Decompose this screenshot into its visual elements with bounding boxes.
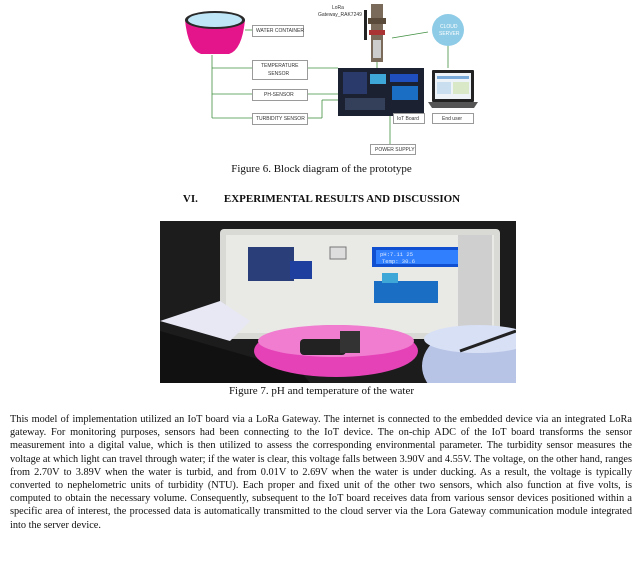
end-user-label: End user bbox=[442, 116, 463, 122]
turbidity-sensor-box bbox=[252, 113, 308, 125]
temperature-sensor-label-line1: TEMPERATURE bbox=[261, 63, 299, 69]
water-container-icon bbox=[185, 11, 245, 54]
iot-board-label: IoT Board bbox=[397, 116, 419, 122]
temperature-sensor-label-line2: SENSOR bbox=[268, 71, 290, 77]
cloud-server-icon bbox=[432, 14, 464, 46]
section-number: VI. bbox=[182, 193, 198, 205]
lcd-line-1: pH:7.11 25 bbox=[380, 251, 414, 258]
figure-7-caption: Figure 7. pH and temperature of the water bbox=[228, 385, 415, 397]
turbidity-sensor-label: TURBIDITY SENSOR bbox=[256, 116, 305, 122]
end-user-box bbox=[432, 113, 474, 124]
section-title: EXPERIMENTAL RESULTS AND DISCUSSION bbox=[223, 193, 461, 205]
ph-sensor-box bbox=[252, 89, 308, 101]
temperature-sensor-box bbox=[252, 60, 308, 80]
lora-gateway-icon bbox=[364, 4, 386, 62]
iot-board-box bbox=[393, 113, 425, 124]
figure-7-photo bbox=[160, 221, 516, 383]
iot-board-photo bbox=[338, 68, 424, 116]
diagram-connector-lines bbox=[0, 0, 643, 160]
lcd-line-2: Temp: 30.6 bbox=[382, 258, 416, 265]
cloud-server-label-line1: CLOUD bbox=[440, 24, 458, 30]
figure-6-caption: Figure 6. Block diagram of the prototype bbox=[231, 163, 412, 175]
lora-gateway-label-line1: LoRa bbox=[332, 5, 344, 11]
power-supply-label: POWER SUPPLY bbox=[375, 147, 415, 153]
prototype-photo-illustration bbox=[160, 221, 516, 383]
water-container-box bbox=[252, 25, 304, 37]
lora-gateway-label-line2: Gateway_RAK7249 bbox=[318, 12, 362, 18]
body-paragraph: This model of implementation utilized an IoT board via a LoRa Gateway. The internet is connected to the embedded device via an integrated LoRa gateway. For monitoring purposes, sensors had been connecting to the IoT device. The on-chip ADC of the IoT board transforms the sensor measurement into a digital value, which is then utilized to assess the corresponding environmental parameter. The turbidity sensor measures the voltage at which light can travel through water; if the water is clear, this voltage falls between 3.90V and 4.55V. The voltage, on the other hand, ranges from 2.70V to 3.89V when the water is turbid, and from 0.01V to 2.69V when the water is under ducking. As a result, the voltage is typically converted to nephelometric units of turbidity (NTU). Each proper and fixed unit of the other two sensors, which also function at five volts, is computed to obtain the necessary volume. Consequently, subsequent to the IoT board receives data from various sensor devices positioned within a specific area of interest, the processed data is automatically transmitted to the cloud server via the Lora Gateway communication module integrated into the server device. bbox=[10, 414, 632, 531]
water-container-label: WATER CONTAINER bbox=[256, 28, 304, 34]
ph-sensor-label: PH-SENSOR bbox=[264, 92, 294, 98]
cloud-server-label-line2: SERVER bbox=[439, 31, 460, 37]
section-heading bbox=[0, 193, 643, 205]
power-supply-box bbox=[370, 144, 416, 155]
end-user-laptop-icon bbox=[428, 70, 478, 108]
